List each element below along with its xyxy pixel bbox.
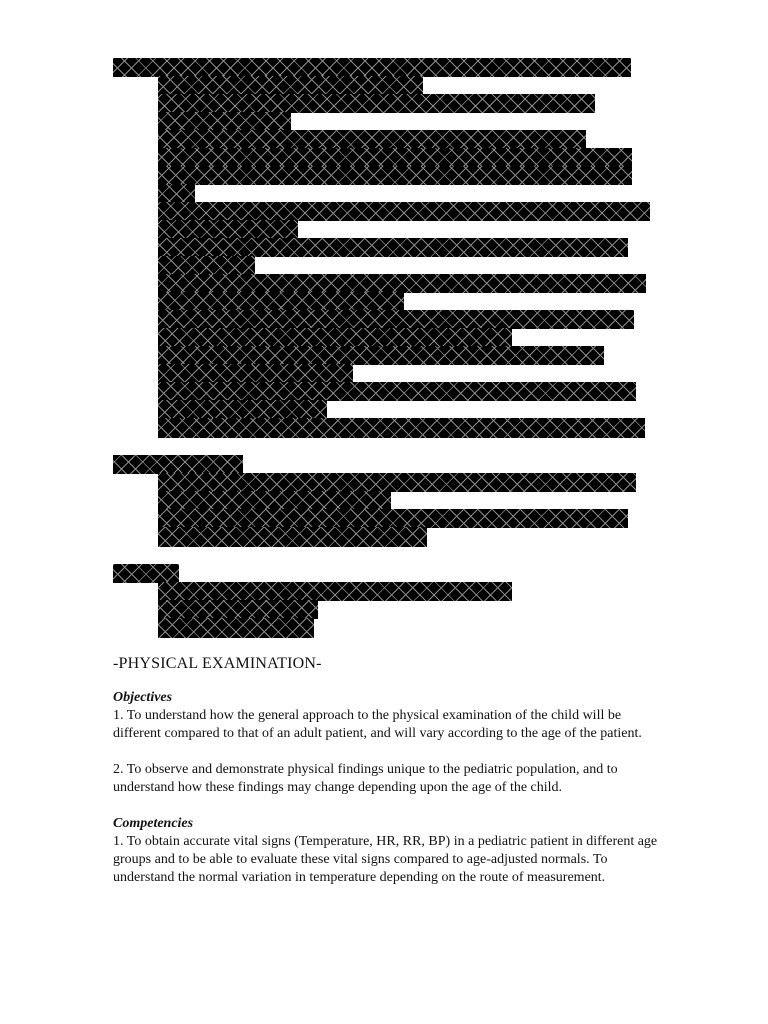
redaction-bar xyxy=(158,600,318,619)
redaction-bar xyxy=(158,418,645,438)
redaction-bar xyxy=(158,94,595,113)
objective-item: 2. To observe and demonstrate physical findings unique to the pediatric population, and to understand how these findings may change depending upon the age of the child. xyxy=(113,762,618,795)
redaction-bar xyxy=(158,220,298,239)
redaction-bar xyxy=(158,346,604,365)
redaction-bar xyxy=(158,310,634,329)
redaction-bar xyxy=(158,473,636,492)
redaction-bar xyxy=(158,328,512,347)
redaction-bar xyxy=(158,509,628,528)
redaction-bar xyxy=(158,130,586,149)
redaction-bar xyxy=(158,491,391,510)
document-body xyxy=(113,655,658,887)
redaction-bar xyxy=(158,618,314,638)
redaction-bar xyxy=(158,527,427,547)
redaction-bar xyxy=(158,184,195,203)
redaction-bar xyxy=(158,148,632,167)
objectives-section xyxy=(113,689,658,797)
redaction-bar xyxy=(158,238,628,257)
section-heading: -PHYSICAL EXAMINATION- xyxy=(113,655,322,672)
competencies-heading: Competencies xyxy=(113,816,194,831)
redaction-bar xyxy=(158,76,423,95)
redaction-bar xyxy=(158,166,632,185)
redaction-bar xyxy=(158,274,646,293)
objectives-heading: Objectives xyxy=(113,690,173,705)
redaction-bar xyxy=(113,455,243,474)
redaction-bar xyxy=(158,202,650,221)
redaction-bar xyxy=(158,382,636,401)
objective-item: 1. To understand how the general approach to the physical examination of the child will be different compared to that of an adult patient, and will vary according to the age of the patient. xyxy=(113,708,642,741)
competency-item: 1. To obtain accurate vital signs (Temperature, HR, RR, BP) in a pediatric patient in different age groups and to be able to evaluate these vital signs compared to age-adjusted normals. To understand the normal variation in temperature depending on the route of measurement. xyxy=(113,834,658,885)
redaction-bar xyxy=(158,400,327,419)
redaction-bar xyxy=(158,582,512,601)
redaction-bar xyxy=(158,364,353,383)
redaction-bar xyxy=(113,58,631,77)
redaction-bar xyxy=(158,112,291,131)
redaction-bar xyxy=(158,256,255,275)
redaction-bar xyxy=(158,292,404,311)
competencies-section xyxy=(113,815,658,887)
redaction-bar xyxy=(113,564,179,583)
